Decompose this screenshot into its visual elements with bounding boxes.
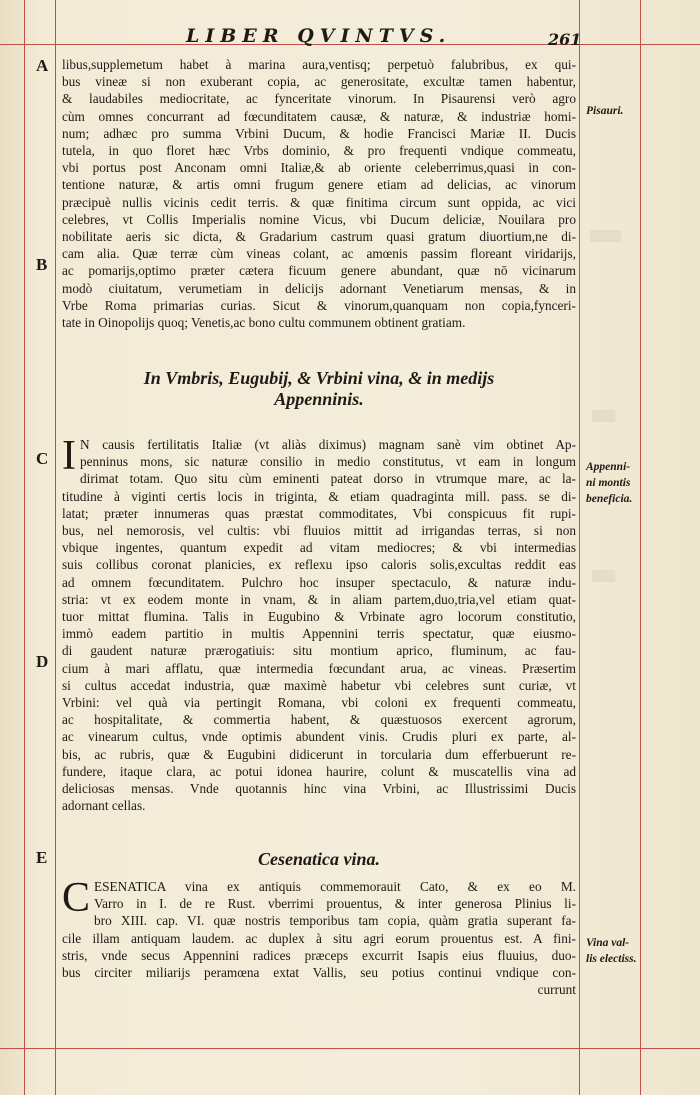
drop-cap: I: [62, 433, 76, 479]
text-line: dirimat totam. Quo situ cùm eminenti pateat dorso in vtrumque mare, ac la-: [80, 471, 576, 487]
section-letter-c: C: [36, 449, 49, 468]
text-line: stris, vnde secus Appennini radices præceps excurrit Isapis eius fluuius, duo-: [62, 947, 576, 963]
text-line: cile illam antiquam laudem. ac duplex à situ agri eorum prouentus est. A fini-: [62, 930, 576, 946]
text-line: tate in Oinopolijs quoq; Venetis,ac bono cultu communem obtinent gratiam.: [62, 315, 466, 331]
text-line: tentione naturæ, & artis omni frugum genere etiam ad delicias, ac vinorum: [62, 177, 576, 193]
text-line: penninus mons, sic naturæ consilio in medio constitutus, vt eam in longum: [80, 454, 576, 470]
bleed-through-mark: ▒▒▒: [592, 410, 616, 422]
margin-note-appennini: [586, 459, 660, 507]
text-line: celebres, vt Collis Imperialis nomine Vicus, vbi Ducum deliciæ, Nouilara pro: [62, 211, 576, 227]
running-head: LIBER QVINTVS.: [186, 25, 452, 47]
text-line: & laudabiles mediocritate, ac fynceritate vinorum. In Pisaurensi verò agro: [62, 91, 576, 107]
text-line: adornant cellas.: [62, 798, 146, 814]
margin-note-line: Vina val-: [586, 937, 630, 949]
bleed-through-mark: ▒▒▒: [592, 570, 616, 582]
text-line: Vrbini: vel quà via pertingit Romana, vbi coloni ex frequenti commeatu,: [62, 695, 576, 711]
text-line: suis collibus coronat planicies, ex reflexu ipso caloris solis,excultas reddit eas: [62, 557, 576, 573]
text-line: ESENATICA vina ex antiquis commemorauit Cato, & ex eo M.: [94, 879, 576, 894]
text-line: bus circiter miliarijs peramœna extat Vallis, seu potius continui vndique con-: [62, 965, 576, 981]
page-number: 261: [548, 30, 582, 49]
catchword: currunt: [537, 982, 576, 998]
text-line: immò eadem partitio in multis Appennini terris spectatur, quæ eiusmo-: [62, 626, 576, 642]
rule-left-outer: [24, 0, 25, 1095]
text-line: ac pomarijs,optimo præter cætera ficuum genere abundant, quæ nō vicinarum: [62, 263, 576, 279]
drop-cap: C: [62, 875, 91, 921]
heading-line: In Vmbris, Eugubij, & Vrbini vina, & in medijs: [143, 368, 495, 388]
text-line: cùm omnes concurrant ad fœcunditatem causæ, & naturæ, & industriæ homi-: [62, 108, 576, 124]
rule-left-inner: [55, 0, 56, 1095]
text-line: bus, nel nemorosis, vel cultis: vbi fluuios mittit ad irrigandas terras, si non: [62, 523, 576, 539]
text-line: bro XIII. cap. VI. quæ nostris temporibus tam copia, quàm gratia superant fa-: [94, 913, 576, 929]
text-line: vbique ingentes, quantum expedit ad vitam mediocres; & vbi intermedias: [62, 540, 576, 556]
text-line: num; adhæc pro summa Vrbini Ducum, & hodie Francisci Mariæ II. Ducis: [62, 125, 576, 141]
section-letter-e: E: [36, 848, 48, 867]
paragraph-appennini: [62, 433, 576, 814]
rule-bottom: [0, 1048, 700, 1049]
text-line: si cultus accedat industria, quæ maximè habetur vbi celebres sunt curiæ, vt: [62, 677, 576, 693]
section-letter-d: D: [36, 652, 49, 671]
text-line: ad omnem fœcunditatem. Pulchro hoc insuper spectaculo, & naturæ indu-: [62, 574, 576, 590]
text-line: modò ciuitatum, verumetiam in delicijs adornant Venetiarum mensas, & in: [62, 280, 576, 296]
text-line: Varro in I. de re Rust. vberrimi prouentus, & inter generosa Plinius li-: [94, 896, 576, 912]
margin-note-line: beneficia.: [586, 493, 633, 505]
section-letter-b: B: [36, 255, 48, 274]
heading-line: Appenninis.: [274, 389, 364, 409]
text-line: titudine à viginti certis locis in triginta, & etiam quadraginta mill. pass. se di-: [62, 488, 576, 504]
text-line: cam alia. Quæ terræ cùm vineas colant, ac amœnis passim floreant viridarijs,: [62, 246, 576, 262]
section-letter-a: A: [36, 56, 49, 75]
text-line: libus,supplemetum habet à marina aura,ventisq; perpetuò falubribus, ex qui-: [62, 57, 576, 72]
bleed-through-mark: ▒▒▒▒: [590, 230, 622, 242]
text-line: bus vineæ si non exuberant copia, ac generositate, excultæ tamen habentur,: [62, 74, 576, 90]
text-line: di gaudent naturæ prærogatiuis: situ montium aprico, fluminum, ac fau-: [62, 643, 576, 659]
text-line: Vrbe Roma primarias curias. Sicut & vinorum,quanquam non copia,fynceri-: [62, 297, 576, 313]
text-line: cium à mari afflatu, quæ intermedia fœcundant arua, ac vineas. Præsertim: [62, 660, 576, 676]
text-line: nobilitate aeris sic dicta, & Gradarium castrum quasi gratum diuortium,ne di-: [62, 229, 576, 245]
text-line: tutela, in quo floret hæc Vrbs dominio, & pro frequenti vndique commeatu,: [62, 143, 576, 159]
section-heading-cesenatica: Cesenatica vina.: [258, 849, 380, 869]
text-line: ac vinearum cultus, vnde optimis abundent vinis. Crudis pluri ex parte, al-: [62, 729, 576, 745]
margin-note-line: ni montis: [586, 477, 631, 489]
text-line: latat; præter innumeras quas præstat commoditates, Vbi conspicuus fit rupi-: [62, 505, 576, 521]
margin-note-line: lis electiss.: [586, 953, 637, 965]
rule-margin: [579, 0, 580, 1095]
text-line: N causis fertilitatis Italiæ (vt aliàs diximus) magnam sanè vim obtinet Ap-: [80, 437, 576, 452]
rule-right: [640, 0, 641, 1095]
text-line: tuor mittat flumina. Talis in Eugubino & Vrbinate agro locorum constitutio,: [62, 609, 576, 625]
text-line: stria: vt ex eodem monte in vnam, & in aliam partem,duo,tria,vel etiam quat-: [62, 591, 576, 607]
paragraph-pisaurum: [62, 56, 576, 331]
text-line: fundere, itaque clara, ac potui idonea haurire, colunt & muscatellis vina ad: [62, 763, 576, 779]
margin-note-line: Appenni-: [586, 461, 631, 473]
text-line: vbi portus post Anconam omni Italiæ,& ab oriente celeberrimus,quasi in con-: [62, 160, 576, 176]
margin-note-vina: [586, 935, 660, 967]
paragraph-cesenatica: [62, 875, 576, 998]
text-line: bis, ac rubris, quæ & Eugubini didicerunt in torcularia dum efferbuerunt re-: [62, 746, 576, 762]
section-heading-umbria: [62, 368, 576, 410]
text-line: præcipuè nullis vicinis cedit terris. & quæ finitima circum sunt oppida, ac vici: [62, 194, 576, 210]
text-line: ac hospitalitate, & commertia habent, & quæstuosos exercent agrorum,: [62, 712, 576, 728]
margin-note-pisauri: Pisauri.: [586, 105, 624, 117]
text-line: deliciosas mensas. Vnde quotannis hinc vina Vrbini, ac Illustrissimi Ducis: [62, 781, 576, 797]
